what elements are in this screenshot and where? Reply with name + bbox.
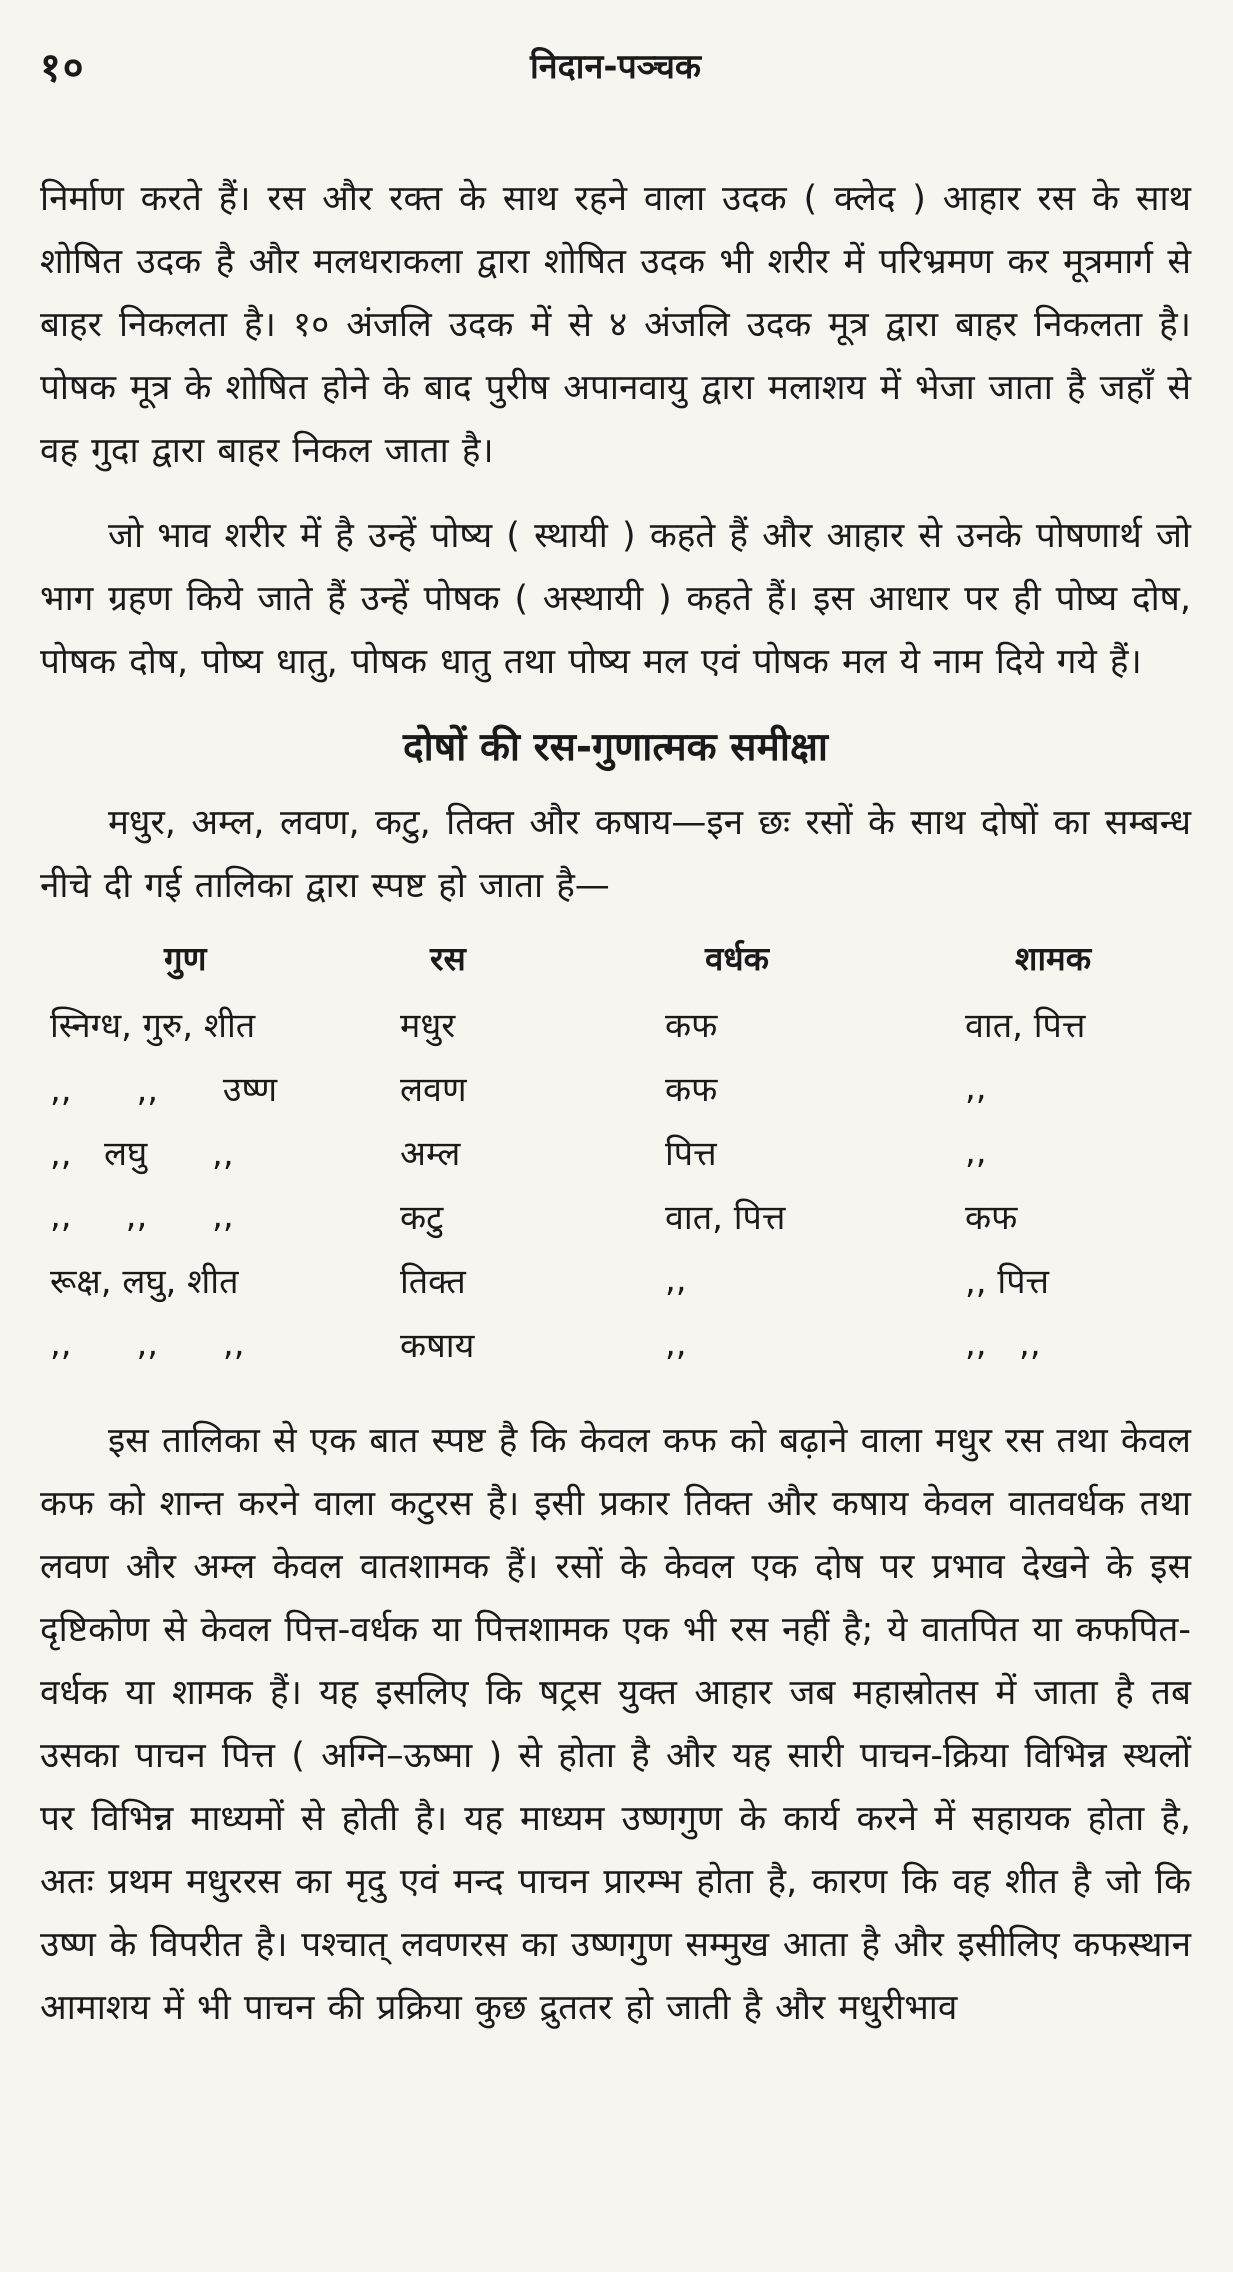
table-row (40, 1184, 1191, 1248)
rasa-guna-table (40, 922, 1191, 1376)
cell-guna: ,, ,, ,, (50, 1196, 234, 1236)
header-shamak: शामक (1015, 938, 1092, 978)
table-header-row (40, 922, 1191, 992)
cell-vardhak: वात, पित्त (665, 1198, 786, 1238)
cell-vardhak: कफ (665, 1006, 718, 1046)
cell-guna: ,, ,, उष्ण (50, 1070, 278, 1110)
cell-vardhak: ,, (665, 1324, 687, 1364)
cell-guna: ,, लघु ,, (50, 1134, 234, 1174)
page-header (40, 38, 1191, 102)
table-row (40, 992, 1191, 1056)
paragraph-1: निर्माण करते हैं। रस और रक्त के साथ रहने वाला उदक ( क्लेद ) आहार रस के साथ शोषित उदक है और मलधराकला द्वारा शोषित उदक भी शरीर में परिभ्रमण कर मूत्रमार्ग से बाहर निकलता है। १० अंजलि उदक में से ४ अंजलि उदक मूत्र द्वारा बाहर निकलता है। पोषक मूत्र के शोषित होने के बाद पुरीष अपानवायु द्वारा मलाशय में भेजा जाता है जहाँ से वह गुदा द्वारा बाहर निकल जाता है। (40, 179, 1191, 471)
cell-guna: रूक्ष, लघु, शीत (50, 1262, 239, 1302)
cell-shamak: ,, (965, 1068, 987, 1108)
cell-rasa: लवण (400, 1070, 467, 1110)
cell-guna: ,, ,, ,, (50, 1324, 245, 1364)
table-row (40, 1120, 1191, 1184)
running-title: निदान-पञ्चक (529, 47, 702, 87)
header-rasa: रस (430, 938, 466, 978)
table-row (40, 1056, 1191, 1120)
cell-rasa: कषाय (400, 1326, 475, 1366)
section-heading: दोषों की रस-गुणात्मक समीक्षा (402, 725, 829, 770)
cell-shamak: वात, पित्त (965, 1006, 1086, 1046)
cell-rasa: मधुर (400, 1006, 456, 1046)
cell-vardhak: पित्त (665, 1134, 717, 1174)
cell-guna: स्निग्ध, गुरु, शीत (50, 1006, 256, 1046)
cell-rasa: अम्ल (400, 1134, 461, 1174)
header-vardhak: वर्धक (705, 938, 769, 978)
cell-shamak: ,, (965, 1132, 987, 1172)
cell-shamak: ,, ,, (965, 1324, 1041, 1364)
table-row (40, 1248, 1191, 1312)
paragraph-2: जो भाव शरीर में है उन्हें पोष्य ( स्थायी ) कहते हैं और आहार से उनके पोषणार्थ जो भाग ग्रहण किये जाते हैं उन्हें पोषक ( अस्थायी ) कहते हैं। इस आधार पर ही पोष्य दोष, पोषक दोष, पोष्य धातु, पोषक धातु तथा पोष्य मल एवं पोषक मल ये नाम दिये गये हैं। (40, 516, 1191, 682)
cell-vardhak: ,, (665, 1260, 687, 1300)
cell-shamak: कफ (965, 1198, 1018, 1238)
paragraph-3: इस तालिका से एक बात स्पष्ट है कि केवल कफ को बढ़ाने वाला मधुर रस तथा केवल कफ को शान्त करने वाला कटुरस है। इसी प्रकार तिक्त और कषाय केवल वातवर्धक तथा लवण और अम्ल केवल वातशामक हैं। रसों के केवल एक दोष पर प्रभाव देखने के इस दृष्टिकोण से केवल पित्त-वर्धक या पित्तशामक एक भी रस नहीं है; ये वातपित या कफपित-वर्धक या शामक हैं। यह इसलिए कि षट्रस युक्त आहार जब महास्रोतस में जाता है तब उसका पाचन पित्त ( अग्नि–ऊष्मा ) से होता है और यह सारी पाचन-क्रिया विभिन्न स्थलों पर विभिन्न माध्यमों से होती है। यह माध्यम उष्णगुण के कार्य करने में सहायक होता है, अतः प्रथम मधुररस का मृदु एवं मन्द पाचन प्रारम्भ होता है, कारण कि वह शीत है जो कि उष्ण के विपरीत है। पश्चात् लवणरस का उष्णगुण सम्मुख आता है और इसीलिए कफस्थान आमाशय में भी पाचन की प्रक्रिया कुछ द्रुततर हो जाती है और मधुरीभाव (40, 1421, 1191, 2028)
cell-vardhak: कफ (665, 1070, 718, 1110)
header-guna: गुण (164, 938, 207, 978)
cell-shamak: ,, पित्त (965, 1262, 1050, 1302)
cell-rasa: कटु (400, 1198, 444, 1238)
page-number: १० (40, 45, 86, 91)
intro-paragraph: मधुर, अम्ल, लवण, कटु, तिक्त और कषाय—इन छः रसों के साथ दोषों का सम्बन्ध नीचे दी गई तालिका द्वारा स्पष्ट हो जाता है— (40, 803, 1191, 906)
cell-rasa: तिक्त (400, 1262, 466, 1302)
table-row (40, 1312, 1191, 1376)
